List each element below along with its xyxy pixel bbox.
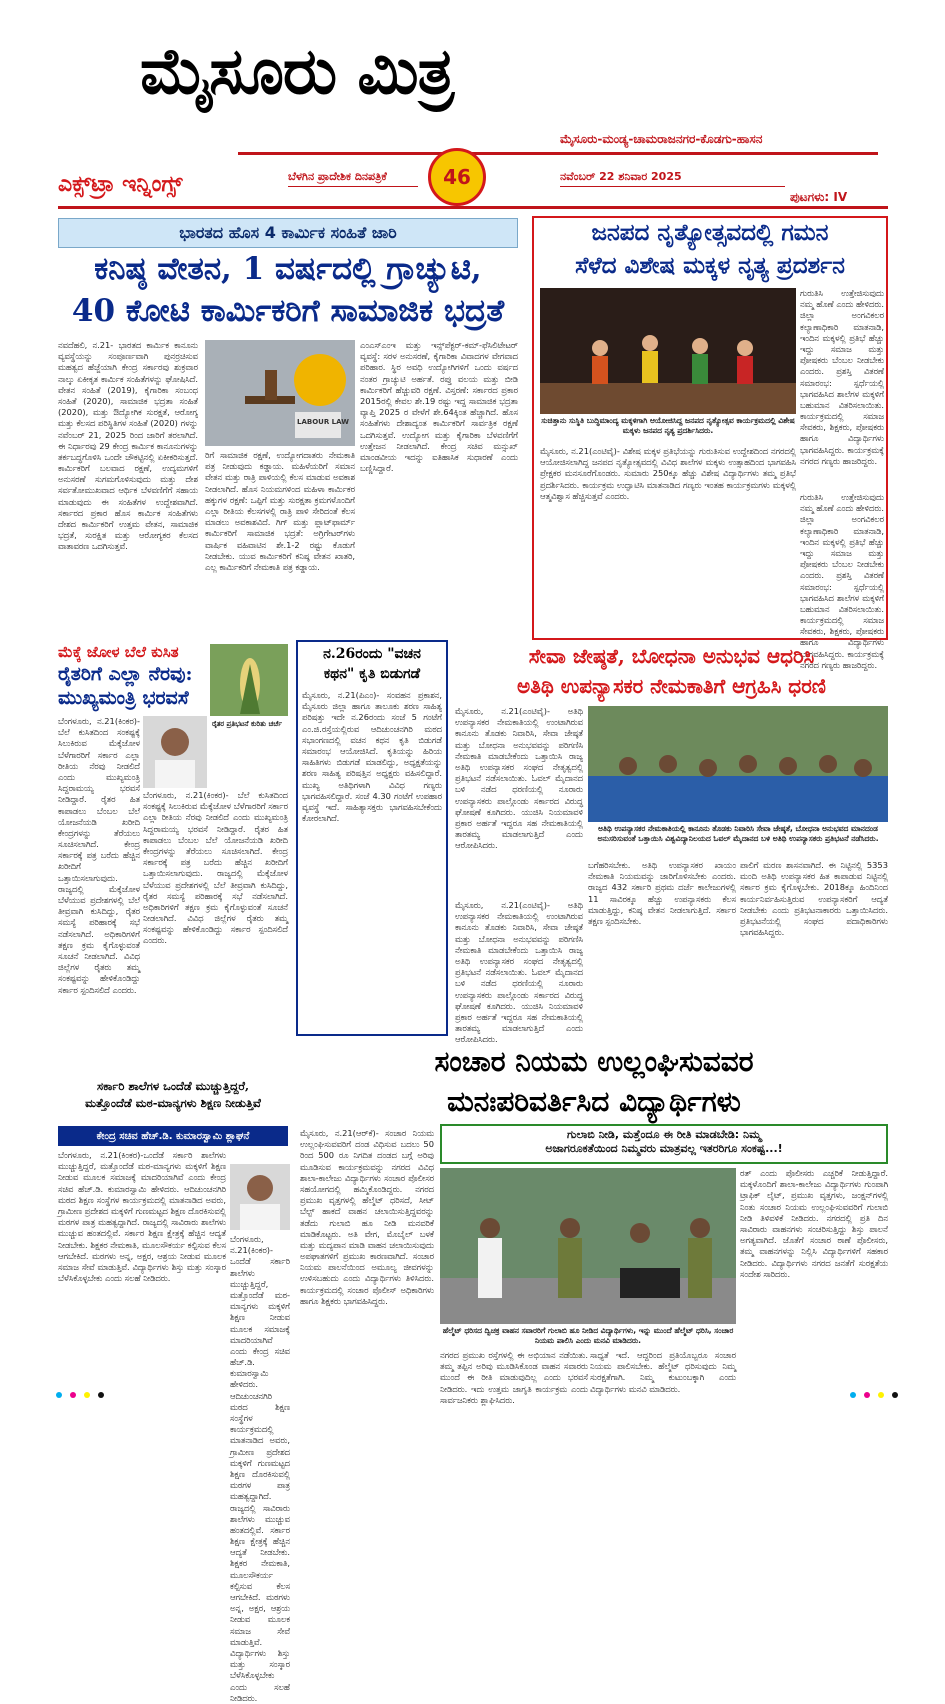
cm-headline-1: ಮೆಕ್ಕೆ ಜೋಳ ಬೆಲೆ ಕುಸಿತ	[58, 643, 179, 661]
protest-crowd-icon	[588, 706, 888, 822]
black-dot	[98, 1392, 104, 1398]
guest-body-3: ಪಾಲಿಗೆ ಮರಣ ಶಾಸನವಾಗಿದೆ. ಈ ನಿಟ್ಟಿನಲ್ಲಿ 5353 ಮಂದಿ ಅತಿಥಿ ಉಪನ್ಯಾಸಕರ ಹಿತ ಕಾಪಾಡುವ ನಿಟ್ಟಿನಲ್ಲಿ ಸರ್ಕಾರ ಕ್ರಮ ಕೈಗೊಳ್ಳಬೇಕು. 2018ಕ್ಕೂ ಹಿಂದಿನಿಂದ ಕಾರ್ಯನಿರ್ವಹಿಸುತ್ತಿರುವ ಉಪನ್ಯಾಸಕರಿಗೆ ಆದ್ಯತೆ ನೀಡಬೇಕು ಎಂದು ಪ್ರತಿಭಟನಾಕಾರರು ಒತ್ತಾಯಿಸಿದರು. ಪ್ರತಿಭಟನೆಯಲ್ಲಿ ಸಂಘದ ಪದಾಧಿಕಾರಿಗಳು ಭಾಗವಹಿಸಿದ್ದರು.	[740, 860, 888, 938]
hdk-portrait	[230, 1164, 290, 1230]
dance-caption: ಸುಚಿತ್ತಾನು ಸುಸ್ಥಿತಿ ಬುದ್ಧಿಮಾಂದ್ಯ ಮಕ್ಕಳಿಗಾಗಿ ಆಯೋಜಿಸಿದ್ದ ಜನಪದ ನೃತ್ಯೋತ್ಸವ ಕಾರ್ಯಕ್ರಮದಲ್ಲಿ ವಿಶೇಷ ಮಕ್ಕಳು ಜನಪದ ನೃತ್ಯ ಪ್ರದರ್ಶಿಸಿದರು.	[541, 416, 795, 435]
anniversary-badge	[428, 148, 486, 206]
stage-dance-icon	[540, 288, 796, 414]
corn-icon	[210, 644, 288, 716]
labour-col-1: ನವದೆಹಲಿ, ನ.21- ಭಾರತದ ಕಾರ್ಮಿಕ ಕಾನೂನು ವ್ಯವಸ್ಥೆಯನ್ನು ಸಂಪೂರ್ಣವಾಗಿ ಪುನರ್ರಚಿಸುವ ಮಹತ್ವದ ಹೆಜ್ಜೆಯಾಗಿ ಕೇಂದ್ರ ಸರ್ಕಾರವು ಶುಕ್ರವಾರ ನಾಲ್ಕು ಏಕೀಕೃತ ಕಾರ್ಮಿಕ ಸಂಹಿತೆಗಳನ್ನು ಘೋಷಿಸಿದೆ. ವೇತನ ಸಂಹಿತೆ (2019), ಕೈಗಾರಿಕಾ ಸಂಬಂಧ ಸಂಹಿತೆ (2020), ಸಾಮಾಜಿಕ ಭದ್ರತಾ ಸಂಹಿತೆ (2020), ಮತ್ತು ಔದ್ಯೋಗಿಕ ಸುರಕ್ಷತೆ, ಆರೋಗ್ಯ ಮತ್ತು ಕೆಲಸದ ಪರಿಸ್ಥಿತಿಗಳ ಸಂಹಿತೆ (2020) ಗಳನ್ನು ನವೆಂಬರ್ 21, 2025 ರಿಂದ ಜಾರಿಗೆ ತರಲಾಗಿದೆ. ಈ ನಿರ್ಧಾರವು 29 ಕೇಂದ್ರ ಕಾರ್ಮಿಕ ಕಾನೂನುಗಳನ್ನು ತರ್ಕಬದ್ಧಗೊಳಿಸಿ ಒಂದೇ ಚೌಕಟ್ಟಿನಲ್ಲಿ ಏಕೀಕರಿಸುತ್ತದೆ. ಕಾರ್ಮಿಕರಿಗೆ ಬಲವಾದ ರಕ್ಷಣೆ, ಉದ್ಯಮಗಳಿಗೆ ಅನುಸರಣೆ ಸುಗಮಗೊಳಿಸುವುದು ಮತ್ತು ದೇಶ ಸರ್ವತೋಮುಖವಾದ ಆರ್ಥಿಕ ಬೆಳವಣಿಗೆಗೆ ಸಹಾಯ ಮಾಡುವುದು ಈ ಸಂಹಿತೆಗಳ ಉದ್ದೇಶವಾಗಿದೆ. ಸರ್ಕಾರದ ಪ್ರಕಾರ ಹೊಸ ಕಾರ್ಮಿಕ ಸಂಹಿತೆಗಳು ದೇಶದ ಕಾರ್ಮಿಕರಿಗೆ ಉತ್ತಮ ವೇತನ, ಸಾಮಾಜಿಕ ಭದ್ರತೆ, ಸುರಕ್ಷಿತ ಮತ್ತು ಆರೋಗ್ಯಕರ ಕೆಲಸದ ವಾತಾವರಣ ಒದಗಿಸುತ್ತವೆ.	[58, 340, 198, 552]
region-line: ಮೈಸೂರು-ಮಂಡ್ಯ-ಚಾಮರಾಜನಗರ-ಕೊಡಗು-ಹಾಸನ	[560, 132, 763, 146]
dance-photo	[540, 288, 796, 414]
cm-headline-2: ರೈತರಿಗೆ ಎಲ್ಲಾ ನೆರವು:	[58, 663, 193, 685]
labour-photo	[205, 340, 355, 446]
guest-headline-2: ಅತಿಥಿ ಉಪನ್ಯಾಸಕರ ನೇಮಕಾತಿಗೆ ಆಗ್ರಹಿಸಿ ಧರಣಿ	[517, 674, 826, 698]
scooter-rose-icon	[440, 1168, 736, 1324]
labour-col-2: ರಿಗೆ ಸಾಮಾಜಿಕ ರಕ್ಷಣೆ, ಉದ್ಯೋಗದಾತರು ನೇಮಕಾತಿ ಪತ್ರ ನೀಡುವುದು ಕಡ್ಡಾಯ. ಮಹಿಳೆಯರಿಗೆ ಸಮಾನ ವೇತನ ಮತ್ತು ರಾತ್ರಿ ಪಾಳಿಯಲ್ಲಿ ಕೆಲಸ ಮಾಡುವ ಅವಕಾಶ ನೀಡಲಾಗಿದೆ. ಹೊಸ ನಿಯಮಗಳಿಂದ ಮಹಿಳಾ ಕಾರ್ಮಿಕರ ಹಕ್ಕುಗಳ ರಕ್ಷಣೆ: ಒಪ್ಪಿಗೆ ಮತ್ತು ಸುರಕ್ಷತಾ ಕ್ರಮಗಳೊಂದಿಗೆ ಎಲ್ಲಾ ರೀತಿಯ ಕೆಲಸಗಳಲ್ಲಿ ರಾತ್ರಿ ಪಾಳಿ ಸೇರಿದಂತೆ ಕೆಲಸ ಮಾಡಲು ಅವಕಾಶವಿದೆ. ಗಿಗ್ ಮತ್ತು ಪ್ಲಾಟ್‌ಫಾರ್ಮ್ ಕಾರ್ಮಿಕರಿಗೆ ಸಾಮಾಜಿಕ ಭದ್ರತೆ: ಅಗ್ರಿಗೇಟರ್‌ಗಳು ವಾರ್ಷಿಕ ವಹಿವಾಟಿನ ಶೇ.1-2 ರಷ್ಟು ಕೊಡುಗೆ ನೀಡಬೇಕು. ಯುವ ಕಾರ್ಮಿಕರಿಗೆ ಕನಿಷ್ಠ ವೇತನ ಖಾತರಿ, ಎಲ್ಲ ಕಾರ್ಮಿಕರಿಗೆ ನೇಮಕಾತಿ ಪತ್ರ ಕಡ್ಡಾಯ.	[205, 450, 355, 572]
traffic-subhead-1: ಗುಲಾಬಿ ನೀಡಿ, ಮತ್ತೆಂದೂ ಈ ರೀತಿ ಮಾಡಬೇಡಿ: ನಿಮ್ಮ	[566, 1128, 762, 1141]
edition-underline	[288, 186, 418, 187]
guest-caption: ಅತಿಥಿ ಉಪನ್ಯಾಸಕರ ನೇಮಕಾತಿಯಲ್ಲಿ ಕಾನೂನು ತೊಡಕು ನಿವಾರಿಸಿ ಸೇವಾ ಜೇಷ್ಠತೆ, ಬೋಧನಾ ಅನುಭವದ ಮಾನದಂಡ ಅನುಸರಿಸುವಂತೆ ಒತ್ತಾಯಿಸಿ ವಿಶ್ವವಿದ್ಯಾನಿಲಯದ ಓವಲ್ ಮೈದಾನದ ಬಳಿ ಅತಿಥಿ ಉಪನ್ಯಾಸಕರು ಪ್ರತಿಭಟನೆ ನಡೆಸಿದರು.	[597, 824, 879, 843]
labour-col-3: ಎಂಎಸ್‌ಎಂಇ ಮತ್ತು ಇನ್ಸ್‌ಪೆಕ್ಟರ್-ಕಮ್-ಫೆಸಿಲಿಟೇಟರ್ ವ್ಯವಸ್ಥೆ: ಸರಳ ಅನುಸರಣೆ, ಕೈಗಾರಿಕಾ ವಿವಾದಗಳ ವೇಗವಾದ ಪರಿಹಾರ. ಸ್ಥಿರ ಅವಧಿ ಉದ್ಯೋಗಿಗಳಿಗೆ ಒಂದು ವರ್ಷದ ನಂತರ ಗ್ರಾಚ್ಯುಟಿ ಅರ್ಹತೆ. ರಪ್ತು ವಲಯ ಮತ್ತು ಬೀಡಿ ಕಾರ್ಮಿಕರಿಗೆ ಹೆಚ್ಚುವರಿ ರಕ್ಷಣೆ. ವಿಸ್ತರಣೆ: ಸರ್ಕಾರದ ಪ್ರಕಾರ 2015ರಲ್ಲಿ ಕೇವಲ ಶೇ.19 ರಷ್ಟು ಇದ್ದ ಸಾಮಾಜಿಕ ಭದ್ರತಾ ವ್ಯಾಪ್ತಿ 2025 ರ ವೇಳೆಗೆ ಶೇ.64ಕ್ಕಿಂತ ಹೆಚ್ಚಾಗಿದೆ. ಹೊಸ ಸಂಹಿತೆಗಳು ದೇಶಾದ್ಯಂತ ಕಾರ್ಮಿಕರಿಗೆ ಸಾರ್ವತ್ರಿಕ ರಕ್ಷಣೆ ಒದಗಿಸುತ್ತವೆ. ಉದ್ಯೋಗ ಮತ್ತು ಕೈಗಾರಿಕಾ ಬೆಳವಣಿಗೆಗೆ ಉತ್ತೇಜನ ನೀಡಲಾಗಿದೆ. ಕೇಂದ್ರ ಸಚಿವ ಮನ್ಸುಖ್ ಮಾಂಡವೀಯ ಇದನ್ನು ಐತಿಹಾಸಿಕ ಸುಧಾರಣೆ ಎಂದು ಬಣ್ಣಿಸಿದ್ದಾರೆ.	[360, 340, 518, 474]
date-line: ನವೆಂಬರ್ 22 ಶನಿವಾರ 2025	[560, 170, 682, 183]
date-underline	[560, 186, 785, 187]
masthead-rule	[238, 152, 878, 155]
traffic-photo	[440, 1168, 736, 1324]
guest-body-4: ಮೈಸೂರು, ನ.21(ಎಂಟಿವೈ)- ಅತಿಥಿ ಉಪನ್ಯಾಸಕರ ನೇಮಕಾತಿಯಲ್ಲಿ ಉಂಟಾಗಿರುವ ಕಾನೂನು ತೊಡಕು ನಿವಾರಿಸಿ, ಸೇವಾ ಜೇಷ್ಠತೆ ಮತ್ತು ಬೋಧನಾ ಅನುಭವವನ್ನು ಪರಿಗಣಿಸಿ ನೇಮಕಾತಿ ಮಾಡಬೇಕೆಂದು ಒತ್ತಾಯಿಸಿ ರಾಜ್ಯ ಅತಿಥಿ ಉಪನ್ಯಾಸಕರ ಸಂಘದ ನೇತೃತ್ವದಲ್ಲಿ ಪ್ರತಿಭಟನೆ ನಡೆಸಲಾಯಿತು. ಓವಲ್ ಮೈದಾನದ ಬಳಿ ನಡೆದ ಧರಣಿಯಲ್ಲಿ ನೂರಾರು ಉಪನ್ಯಾಸಕರು ಪಾಲ್ಗೊಂಡು ಸರ್ಕಾರದ ವಿರುದ್ಧ ಘೋಷಣೆ ಕೂಗಿದರು. ಯುಜಿಸಿ ನಿಯಮಾವಳಿ ಪ್ರಕಾರ ಅರ್ಹತೆ ಇದ್ದರೂ ಸಹ ನೇಮಕಾತಿಯಲ್ಲಿ ತಾರತಮ್ಯ ಮಾಡಲಾಗುತ್ತಿದೆ ಎಂದು ಆರೋಪಿಸಿದರು.	[455, 900, 583, 1045]
cm-headline-3: ಮುಖ್ಯಮಂತ್ರಿ ಭರವಸೆ	[58, 687, 189, 709]
traffic-caption: ಹೆಲ್ಮೆಟ್ ಧರಿಸದ ದ್ವಿಚಕ್ರ ವಾಹನ ಸವಾರರಿಗೆ ಗುಲಾಬಿ ಹೂ ನೀಡಿದ ವಿದ್ಯಾರ್ಥಿಗಳು, ಇನ್ನು ಮುಂದೆ ಹೆಲ್ಮೆಟ್ ಧರಿಸಿ, ಸಂಚಾರ ನಿಯಮ ಪಾಲಿಸಿ ಎಂದು ಮನವಿ ಮಾಡಿದರು.	[442, 1326, 734, 1345]
dance-headline-2: ಸೆಳೆದ ವಿಶೇಷ ಮಕ್ಕಳ ನೃತ್ಯ ಪ್ರದರ್ಶನ	[575, 252, 845, 279]
newspaper-title: ಮೈಸೂರು ಮಿತ್ರ	[140, 34, 454, 109]
person-icon	[143, 716, 207, 788]
school-body-2: ಬೆಂಗಳೂರು, ನ.21(ಕಿಂಕರ)-ಒಂದೆಡೆ ಸರ್ಕಾರಿ ಶಾಲೆಗಳು ಮುಚ್ಚುತ್ತಿದ್ದರೆ, ಮತ್ತೊಂದೆಡೆ ಮಠ-ಮಾನ್ಯಗಳು ಮಕ್ಕಳಿಗೆ ಶಿಕ್ಷಣ ನೀಡುವ ಮೂಲಕ ಸಮಾಜಕ್ಕೆ ಮಾದರಿಯಾಗಿವೆ ಎಂದು ಕೇಂದ್ರ ಸಚಿವ ಹೆಚ್.ಡಿ. ಕುಮಾರಸ್ವಾಮಿ ಹೇಳಿದರು. ಆದಿಚುಂಚನಗಿರಿ ಮಠದ ಶಿಕ್ಷಣ ಸಂಸ್ಥೆಗಳ ಕಾರ್ಯಕ್ರಮದಲ್ಲಿ ಮಾತನಾಡಿದ ಅವರು, ಗ್ರಾಮೀಣ ಪ್ರದೇಶದ ಮಕ್ಕಳಿಗೆ ಗುಣಮಟ್ಟದ ಶಿಕ್ಷಣ ದೊರಕಿಸುವಲ್ಲಿ ಮಠಗಳ ಪಾತ್ರ ಮಹತ್ವದ್ದಾಗಿದೆ. ರಾಜ್ಯದಲ್ಲಿ ಸಾವಿರಾರು ಶಾಲೆಗಳು ಮುಚ್ಚುವ ಹಂತದಲ್ಲಿವೆ. ಸರ್ಕಾರ ಶಿಕ್ಷಣ ಕ್ಷೇತ್ರಕ್ಕೆ ಹೆಚ್ಚಿನ ಆದ್ಯತೆ ನೀಡಬೇಕು. ಶಿಕ್ಷಕರ ನೇಮಕಾತಿ, ಮೂಲಸೌಕರ್ಯ ಕಲ್ಪಿಸುವ ಕೆಲಸ ಆಗಬೇಕಿದೆ. ಮಠಗಳು ಅನ್ನ, ಅಕ್ಷರ, ಆಶ್ರಯ ನೀಡುವ ಮೂಲಕ ಸಮಾಜ ಸೇವೆ ಮಾಡುತ್ತಿವೆ. ವಿದ್ಯಾರ್ಥಿಗಳು ಶಿಸ್ತು ಮತ್ತು ಸಂಸ್ಕಾರ ಬೆಳೆಸಿಕೊಳ್ಳಬೇಕು ಎಂದು ಸಲಹೆ ನೀಡಿದರು.	[230, 1234, 290, 1703]
daily-label: ಬೆಳಗಿನ ಪ್ರಾದೇಶಿಕ ದಿನಪತ್ರಿಕೆ	[288, 170, 387, 183]
header-separator	[58, 206, 888, 209]
black-dot	[892, 1392, 898, 1398]
registration-dots-right	[850, 1392, 898, 1398]
registration-dots-left	[56, 1392, 104, 1398]
yellow-dot	[878, 1392, 884, 1398]
school-headline-2: ಮತ್ತೊಂದೆಡೆ ಮಠ-ಮಾನ್ಯಗಳು ಶಿಕ್ಷಣ ನೀಡುತ್ತಿವೆ	[85, 1096, 261, 1110]
edition-label: ಎಕ್ಸ್‌ಟ್ರಾ ಇನ್ನಿಂಗ್ಸ್	[58, 172, 183, 197]
dance-side-text-2: ಗುರುತಿಸಿ ಉತ್ತೇಜಿಸುವುದು ನಮ್ಮ ಹೊಣೆ ಎಂದು ಹೇಳಿದರು. ಜಿಲ್ಲಾ ಅಂಗವಿಕಲರ ಕಲ್ಯಾಣಾಧಿಕಾರಿ ಮಾತನಾಡಿ, ಇಂದಿನ ಮಕ್ಕಳಲ್ಲಿ ಪ್ರತಿಭೆ ಹೆಚ್ಚು ಇದ್ದು ಸಮಾಜ ಮತ್ತು ಪೋಷಕರು ಬೆಂಬಲ ನೀಡಬೇಕು ಎಂದರು. ಪ್ರಶಸ್ತಿ ವಿತರಣೆ ಸಮಾರಂಭ: ಸ್ಪರ್ಧೆಯಲ್ಲಿ ಭಾಗವಹಿಸಿದ ಶಾಲೆಗಳ ಮಕ್ಕಳಿಗೆ ಬಹುಮಾನ ವಿತರಿಸಲಾಯಿತು. ಕಾರ್ಯಕ್ರಮದಲ್ಲಿ ಸಮಾಜ ಸೇವಕರು, ಶಿಕ್ಷಕರು, ಪೋಷಕರು ಹಾಗೂ ವಿದ್ಯಾರ್ಥಿಗಳು ಭಾಗವಹಿಸಿದ್ದರು. ಕಾರ್ಯಕ್ರಮಕ್ಕೆ ನಗರದ ಗಣ್ಯರು ಹಾಜರಿದ್ದರು.	[800, 492, 884, 670]
magenta-dot	[864, 1392, 870, 1398]
yellow-dot	[84, 1392, 90, 1398]
traffic-subhead-2: ಅಜಾಗರೂಕತೆಯಿಂದ ನಿಮ್ಮವರು ಮಾತ್ರವಲ್ಲ ಇತರರಿಗೂ ಸಂಕಷ್ಟ...!	[545, 1142, 783, 1155]
cyan-dot	[850, 1392, 856, 1398]
guest-body-1: ಮೈಸೂರು, ನ.21(ಎಂಟಿವೈ)- ಅತಿಥಿ ಉಪನ್ಯಾಸಕರ ನೇಮಕಾತಿಯಲ್ಲಿ ಉಂಟಾಗಿರುವ ಕಾನೂನು ತೊಡಕು ನಿವಾರಿಸಿ, ಸೇವಾ ಜೇಷ್ಠತೆ ಮತ್ತು ಬೋಧನಾ ಅನುಭವವನ್ನು ಪರಿಗಣಿಸಿ ನೇಮಕಾತಿ ಮಾಡಬೇಕೆಂದು ಒತ್ತಾಯಿಸಿ ರಾಜ್ಯ ಅತಿಥಿ ಉಪನ್ಯಾಸಕರ ಸಂಘದ ನೇತೃತ್ವದಲ್ಲಿ ಪ್ರತಿಭಟನೆ ನಡೆಸಲಾಯಿತು. ಓವಲ್ ಮೈದಾನದ ಬಳಿ ನಡೆದ ಧರಣಿಯಲ್ಲಿ ನೂರಾರು ಉಪನ್ಯಾಸಕರು ಪಾಲ್ಗೊಂಡು ಸರ್ಕಾರದ ವಿರುದ್ಧ ಘೋಷಣೆ ಕೂಗಿದರು. ಯುಜಿಸಿ ನಿಯಮಾವಳಿ ಪ್ರಕಾರ ಅರ್ಹತೆ ಇದ್ದರೂ ಸಹ ನೇಮಕಾತಿಯಲ್ಲಿ ತಾರತಮ್ಯ ಮಾಡಲಾಗುತ್ತಿದೆ ಎಂದು ಆರೋಪಿಸಿದರು.	[455, 706, 583, 851]
labour-headline-2: 40 ಕೋಟಿ ಕಾರ್ಮಿಕರಿಗೆ ಸಾಮಾಜಿಕ ಭದ್ರತೆ	[71, 293, 505, 329]
guest-photo	[588, 706, 888, 822]
vachana-headline-2: ಕಥನ" ಕೃತಿ ಬಿಡುಗಡೆ	[323, 666, 421, 682]
traffic-col-3: ಸಾಧ್ಯತೆ ಇದೆ. ಆದ್ದರಿಂದ ಪ್ರತಿಯೊಬ್ಬರೂ ಸಂಚಾರ ನಿಯಮ ಪಾಲಿಸಬೇಕು. ಹೆಲ್ಮೆಟ್ ಧರಿಸುವುದು ನಿಮ್ಮ ಸುರಕ್ಷತೆಗಾಗಿ. ನಿಮ್ಮ ಕುಟುಂಬಕ್ಕಾಗಿ ಎಂದು ವಿದ್ಯಾರ್ಥಿಗಳು ಮನವಿ ಮಾಡಿದರು.	[590, 1350, 736, 1394]
cm-portrait	[143, 716, 207, 788]
corn-photo	[210, 644, 288, 716]
traffic-headline-2: ಮನಃಪರಿವರ್ತಿಸಿದ ವಿದ್ಯಾರ್ಥಿಗಳು	[447, 1085, 741, 1118]
badge-number: 46	[443, 165, 471, 189]
school-body: ಬೆಂಗಳೂರು, ನ.21(ಕಿಂಕರ)-ಒಂದೆಡೆ ಸರ್ಕಾರಿ ಶಾಲೆಗಳು ಮುಚ್ಚುತ್ತಿದ್ದರೆ, ಮತ್ತೊಂದೆಡೆ ಮಠ-ಮಾನ್ಯಗಳು ಮಕ್ಕಳಿಗೆ ಶಿಕ್ಷಣ ನೀಡುವ ಮೂಲಕ ಸಮಾಜಕ್ಕೆ ಮಾದರಿಯಾಗಿವೆ ಎಂದು ಕೇಂದ್ರ ಸಚಿವ ಹೆಚ್.ಡಿ. ಕುಮಾರಸ್ವಾಮಿ ಹೇಳಿದರು. ಆದಿಚುಂಚನಗಿರಿ ಮಠದ ಶಿಕ್ಷಣ ಸಂಸ್ಥೆಗಳ ಕಾರ್ಯಕ್ರಮದಲ್ಲಿ ಮಾತನಾಡಿದ ಅವರು, ಗ್ರಾಮೀಣ ಪ್ರದೇಶದ ಮಕ್ಕಳಿಗೆ ಗುಣಮಟ್ಟದ ಶಿಕ್ಷಣ ದೊರಕಿಸುವಲ್ಲಿ ಮಠಗಳ ಪಾತ್ರ ಮಹತ್ವದ್ದಾಗಿದೆ. ರಾಜ್ಯದಲ್ಲಿ ಸಾವಿರಾರು ಶಾಲೆಗಳು ಮುಚ್ಚುವ ಹಂತದಲ್ಲಿವೆ. ಸರ್ಕಾರ ಶಿಕ್ಷಣ ಕ್ಷೇತ್ರಕ್ಕೆ ಹೆಚ್ಚಿನ ಆದ್ಯತೆ ನೀಡಬೇಕು. ಶಿಕ್ಷಕರ ನೇಮಕಾತಿ, ಮೂಲಸೌಕರ್ಯ ಕಲ್ಪಿಸುವ ಕೆಲಸ ಆಗಬೇಕಿದೆ. ಮಠಗಳು ಅನ್ನ, ಅಕ್ಷರ, ಆಶ್ರಯ ನೀಡುವ ಮೂಲಕ ಸಮಾಜ ಸೇವೆ ಮಾಡುತ್ತಿವೆ. ವಿದ್ಯಾರ್ಥಿಗಳು ಶಿಸ್ತು ಮತ್ತು ಸಂಸ್ಕಾರ ಬೆಳೆಸಿಕೊಳ್ಳಬೇಕು ಎಂದು ಸಲಹೆ ನೀಡಿದರು.	[58, 1150, 226, 1284]
dance-headline-1: ಜನಪದ ನೃತ್ಯೋತ್ಸವದಲ್ಲಿ ಗಮನ	[591, 219, 829, 246]
labour-headline-1: ಕನಿಷ್ಠ ವೇತನ, 1 ವರ್ಷದಲ್ಲಿ ಗ್ರಾಚ್ಯುಟಿ,	[94, 251, 482, 287]
cyan-dot	[56, 1392, 62, 1398]
school-subhead: ಕೇಂದ್ರ ಸಚಿವ ಹೆಚ್.ಡಿ. ಕುಮಾರಸ್ವಾಮಿ ಶ್ಲಾಘನೆ	[58, 1126, 288, 1146]
labour-kicker: ಭಾರತದ ಹೊಸ 4 ಕಾರ್ಮಿಕ ಸಂಹಿತೆ ಜಾರಿ	[58, 218, 518, 248]
gavel-hardhat-icon	[205, 340, 355, 446]
traffic-col-2: ನಗರದ ಪ್ರಮುಖ ರಸ್ತೆಗಳಲ್ಲಿ ಈ ಅಭಿಯಾನ ನಡೆಯಿತು. ತಮ್ಮ ತಪ್ಪಿನ ಅರಿವು ಮೂಡಿಸಿಕೊಂಡ ವಾಹನ ಸವಾರರು ಮುಂದೆ ಈ ರೀತಿ ಮಾಡುವುದಿಲ್ಲ ಎಂದು ಭರವಸೆ ನೀಡಿದರು. ಇದು ಉತ್ತಮ ಜಾಗೃತಿ ಕಾರ್ಯಕ್ರಮ ಎಂದು ಸಾರ್ವಜನಿಕರು ಶ್ಲಾಘಿಸಿದರು.	[440, 1350, 588, 1405]
guest-headline-1: ಸೇವಾ ಜೇಷ್ಠತೆ, ಬೋಧನಾ ಅನುಭವ ಆಧರಿಸಿ	[528, 644, 815, 668]
masthead	[0, 0, 945, 150]
guest-body-2: ಬಗೆಹರಿಸಬೇಕು. ಅತಿಥಿ ಉಪನ್ಯಾಸಕರ ಖಾಯಂ ನೇಮಕಾತಿ ನಿಯಮವನ್ನು ಜಾರಿಗೊಳಿಸಬೇಕು ಎಂದರು. ರಾಜ್ಯದ 432 ಸರ್ಕಾರಿ ಪ್ರಥಮ ದರ್ಜೆ ಕಾಲೇಜುಗಳಲ್ಲಿ 11 ಸಾವಿರಕ್ಕೂ ಹೆಚ್ಚು ಉಪನ್ಯಾಸಕರು ಕೆಲಸ ಮಾಡುತ್ತಿದ್ದು, ಕನಿಷ್ಠ ವೇತನ ನೀಡಲಾಗುತ್ತಿದೆ. ಸರ್ಕಾರ ತಕ್ಷಣ ಸ್ಪಂದಿಸಬೇಕು.	[588, 860, 736, 926]
cm-photo-caption: ರೈತರ ಪ್ರತಿಭಟನೆ ಕುರಿತು ಚರ್ಚೆ	[212, 720, 282, 728]
cm-body-left: ಬೆಂಗಳೂರು, ನ.21(ಕಿಂಕರ)- ಬೆಲೆ ಕುಸಿತದಿಂದ ಸಂಕಷ್ಟಕ್ಕೆ ಸಿಲುಕಿರುವ ಮೆಕ್ಕೆಜೋಳ ಬೆಳೆಗಾರರಿಗೆ ಸರ್ಕಾರ ಎಲ್ಲಾ ರೀತಿಯ ನೆರವು ನೀಡಲಿದೆ ಎಂದು ಮುಖ್ಯಮಂತ್ರಿ ಸಿದ್ದರಾಮಯ್ಯ ಭರವಸೆ ನೀಡಿದ್ದಾರೆ. ರೈತರ ಹಿತ ಕಾಪಾಡಲು ಬೆಂಬಲ ಬೆಲೆ ಯೋಜನೆಯಡಿ ಖರೀದಿ ಕೇಂದ್ರಗಳನ್ನು ತೆರೆಯಲು ಸೂಚಿಸಲಾಗಿದೆ. ಕೇಂದ್ರ ಸರ್ಕಾರಕ್ಕೆ ಪತ್ರ ಬರೆದು ಹೆಚ್ಚಿನ ಖರೀದಿಗೆ ಒತ್ತಾಯಿಸಲಾಗುವುದು. ರಾಜ್ಯದಲ್ಲಿ ಮೆಕ್ಕೆಜೋಳ ಬೆಳೆಯುವ ಪ್ರದೇಶಗಳಲ್ಲಿ ಬೆಲೆ ತೀವ್ರವಾಗಿ ಕುಸಿದಿದ್ದು, ರೈತರ ಸಮಸ್ಯೆ ಪರಿಹಾರಕ್ಕೆ ಸಭೆ ನಡೆಸಲಾಗಿದೆ. ಅಧಿಕಾರಿಗಳಿಗೆ ತಕ್ಷಣ ಕ್ರಮ ಕೈಗೊಳ್ಳುವಂತೆ ಸೂಚನೆ ನೀಡಲಾಗಿದೆ. ವಿವಿಧ ಜಿಲ್ಲೆಗಳ ರೈತರು ತಮ್ಮ ಸಂಕಷ್ಟವನ್ನು ಹೇಳಿಕೊಂಡಿದ್ದು ಸರ್ಕಾರ ಸ್ಪಂದಿಸಲಿದೆ ಎಂದರು.	[58, 716, 140, 995]
labour-photo-text: LABOUR LAW	[297, 418, 349, 426]
traffic-subhead-box	[440, 1124, 888, 1164]
traffic-col-4: ರತ್ ಎಂದು ಪೊಲೀಸರು ಎಚ್ಚರಿಕೆ ನೀಡುತ್ತಿದ್ದಾರೆ. ಮಕ್ಕಳೊಂದಿಗೆ ಶಾಲಾ-ಕಾಲೇಜು ವಿದ್ಯಾರ್ಥಿಗಳು ಗುಂಪಾಗಿ ಟ್ರಾಫಿಕ್ ಲೈಟ್, ಪ್ರಮುಖ ವೃತ್ತಗಳು, ಜಂಕ್ಷನ್‌ಗಳಲ್ಲಿ ನಿಂತು ಸಂಚಾರ ನಿಯಮ ಉಲ್ಲಂಘಿಸುವವರಿಗೆ ಗುಲಾಬಿ ನೀಡಿ ತಿಳಿವಳಿಕೆ ನೀಡಿದರು. ನಗರದಲ್ಲಿ ಪ್ರತಿ ದಿನ ಸಾವಿರಾರು ವಾಹನಗಳು ಸಂಚರಿಸುತ್ತಿದ್ದು ಶಿಸ್ತು ಪಾಲನೆ ಅಗತ್ಯವಾಗಿದೆ. ಜೊತೆಗೆ ಸಂಚಾರ ಠಾಣೆ ಪೊಲೀಸರು, ತಮ್ಮ ವಾಹನಗಳನ್ನು ನಿಲ್ಲಿಸಿ ವಿದ್ಯಾರ್ಥಿಗಳಿಗೆ ಸಹಕಾರ ನೀಡಿದರು. ವಿದ್ಯಾರ್ಥಿಗಳು ನಗರದ ಜನತೆಗೆ ಸುರಕ್ಷತೆಯ ಸಂದೇಶ ಸಾರಿದರು.	[740, 1168, 888, 1279]
dance-body-text: ಮೈಸೂರು, ನ.21(ಎಂಟಿವೈ)- ವಿಶೇಷ ಮಕ್ಕಳ ಪ್ರತಿಭೆಯನ್ನು ಗುರುತಿಸುವ ಉದ್ದೇಶದಿಂದ ನಗರದಲ್ಲಿ ಆಯೋಜಿಸಲಾಗಿದ್ದ ಜನಪದ ನೃತ್ಯೋತ್ಸವದಲ್ಲಿ ವಿವಿಧ ಶಾಲೆಗಳ ಮಕ್ಕಳು ಉತ್ಸಾಹದಿಂದ ಭಾಗವಹಿಸಿ ಪ್ರೇಕ್ಷಕರ ಮನಸೂರೆಗೊಂಡರು. ಸುಮಾರು 250ಕ್ಕೂ ಹೆಚ್ಚು ವಿಶೇಷ ವಿದ್ಯಾರ್ಥಿಗಳು ತಮ್ಮ ಪ್ರತಿಭೆ ಪ್ರದರ್ಶಿಸಿದರು. ಕಾರ್ಯಕ್ರಮ ಉದ್ಘಾಟಿಸಿ ಮಾತನಾಡಿದ ಗಣ್ಯರು ಇಂತಹ ಕಾರ್ಯಕ್ರಮಗಳು ಮಕ್ಕಳಲ್ಲಿ ಆತ್ಮವಿಶ್ವಾಸ ಹೆಚ್ಚಿಸುತ್ತವೆ ಎಂದರು.	[540, 446, 796, 501]
dance-side-text: ಗುರುತಿಸಿ ಉತ್ತೇಜಿಸುವುದು ನಮ್ಮ ಹೊಣೆ ಎಂದು ಹೇಳಿದರು. ಜಿಲ್ಲಾ ಅಂಗವಿಕಲರ ಕಲ್ಯಾಣಾಧಿಕಾರಿ ಮಾತನಾಡಿ, ಇಂದಿನ ಮಕ್ಕಳಲ್ಲಿ ಪ್ರತಿಭೆ ಹೆಚ್ಚು ಇದ್ದು ಸಮಾಜ ಮತ್ತು ಪೋಷಕರು ಬೆಂಬಲ ನೀಡಬೇಕು ಎಂದರು. ಪ್ರಶಸ್ತಿ ವಿತರಣೆ ಸಮಾರಂಭ: ಸ್ಪರ್ಧೆಯಲ್ಲಿ ಭಾಗವಹಿಸಿದ ಶಾಲೆಗಳ ಮಕ್ಕಳಿಗೆ ಬಹುಮಾನ ವಿತರಿಸಲಾಯಿತು. ಕಾರ್ಯಕ್ರಮದಲ್ಲಿ ಸಮಾಜ ಸೇವಕರು, ಶಿಕ್ಷಕರು, ಪೋಷಕರು ಹಾಗೂ ವಿದ್ಯಾರ್ಥಿಗಳು ಭಾಗವಹಿಸಿದ್ದರು. ಕಾರ್ಯಕ್ರಮಕ್ಕೆ ನಗರದ ಗಣ್ಯರು ಹಾಜರಿದ್ದರು.	[800, 288, 884, 466]
person-icon	[230, 1164, 290, 1230]
traffic-headline-1: ಸಂಚಾರ ನಿಯಮ ಉಲ್ಲಂಘಿಸುವವರ	[434, 1045, 754, 1078]
school-headline-1: ಸರ್ಕಾರಿ ಶಾಲೆಗಳ ಒಂದೆಡೆ ಮುಚ್ಚುತ್ತಿದ್ದರೆ,	[97, 1079, 249, 1093]
magenta-dot	[70, 1392, 76, 1398]
vachana-headline-1: ನ.26ರಂದು "ವಚನ	[323, 646, 421, 662]
pages-label: ಪುಟಗಳು: IV	[790, 190, 848, 204]
cm-body-right: ಬೆಂಗಳೂರು, ನ.21(ಕಿಂಕರ)- ಬೆಲೆ ಕುಸಿತದಿಂದ ಸಂಕಷ್ಟಕ್ಕೆ ಸಿಲುಕಿರುವ ಮೆಕ್ಕೆಜೋಳ ಬೆಳೆಗಾರರಿಗೆ ಸರ್ಕಾರ ಎಲ್ಲಾ ರೀತಿಯ ನೆರವು ನೀಡಲಿದೆ ಎಂದು ಮುಖ್ಯಮಂತ್ರಿ ಸಿದ್ದರಾಮಯ್ಯ ಭರವಸೆ ನೀಡಿದ್ದಾರೆ. ರೈತರ ಹಿತ ಕಾಪಾಡಲು ಬೆಂಬಲ ಬೆಲೆ ಯೋಜನೆಯಡಿ ಖರೀದಿ ಕೇಂದ್ರಗಳನ್ನು ತೆರೆಯಲು ಸೂಚಿಸಲಾಗಿದೆ. ಕೇಂದ್ರ ಸರ್ಕಾರಕ್ಕೆ ಪತ್ರ ಬರೆದು ಹೆಚ್ಚಿನ ಖರೀದಿಗೆ ಒತ್ತಾಯಿಸಲಾಗುವುದು. ರಾಜ್ಯದಲ್ಲಿ ಮೆಕ್ಕೆಜೋಳ ಬೆಳೆಯುವ ಪ್ರದೇಶಗಳಲ್ಲಿ ಬೆಲೆ ತೀವ್ರವಾಗಿ ಕುಸಿದಿದ್ದು, ರೈತರ ಸಮಸ್ಯೆ ಪರಿಹಾರಕ್ಕೆ ಸಭೆ ನಡೆಸಲಾಗಿದೆ. ಅಧಿಕಾರಿಗಳಿಗೆ ತಕ್ಷಣ ಕ್ರಮ ಕೈಗೊಳ್ಳುವಂತೆ ಸೂಚನೆ ನೀಡಲಾಗಿದೆ. ವಿವಿಧ ಜಿಲ್ಲೆಗಳ ರೈತರು ತಮ್ಮ ಸಂಕಷ್ಟವನ್ನು ಹೇಳಿಕೊಂಡಿದ್ದು ಸರ್ಕಾರ ಸ್ಪಂದಿಸಲಿದೆ ಎಂದರು.	[143, 790, 288, 946]
vachana-body: ಮೈಸೂರು, ನ.21(ಪಿಎಂ)- ಸಂವಹನ ಪ್ರಕಾಶನ, ಮೈಸೂರು ಜಿಲ್ಲಾ ಹಾಗೂ ತಾಲೂಕು ಶರಣ ಸಾಹಿತ್ಯ ಪರಿಷತ್ತು ಇದೇ ನ.26ರಂದು ಸಂಜೆ 5 ಗಂಟೆಗೆ ಎಂ.ಜಿ.ರಸ್ತೆಯಲ್ಲಿರುವ ಆದಿಚುಂಚನಗಿರಿ ಮಠದ ಸಭಾಂಗಣದಲ್ಲಿ ವಚನ ಕಥನ ಕೃತಿ ಬಿಡುಗಡೆ ಸಮಾರಂಭ ಆಯೋಜಿಸಿದೆ. ಕೃತಿಯನ್ನು ಹಿರಿಯ ಸಾಹಿತಿಗಳು ಬಿಡುಗಡೆ ಮಾಡಲಿದ್ದು, ಅಧ್ಯಕ್ಷತೆಯನ್ನು ಶರಣ ಸಾಹಿತ್ಯ ಪರಿಷತ್ತಿನ ಅಧ್ಯಕ್ಷರು ವಹಿಸಲಿದ್ದಾರೆ. ಮುಖ್ಯ ಅತಿಥಿಗಳಾಗಿ ವಿವಿಧ ಗಣ್ಯರು ಭಾಗವಹಿಸಲಿದ್ದಾರೆ. ಸಂಜೆ 4.30 ಗಂಟೆಗೆ ಉಪಹಾರ ವ್ಯವಸ್ಥೆ ಇದೆ. ಸಾಹಿತ್ಯಾಸಕ್ತರು ಭಾಗವಹಿಸಬೇಕೆಂದು ಕೋರಲಾಗಿದೆ.	[302, 690, 442, 824]
traffic-col-1: ಮೈಸೂರು, ನ.21(ಆರ್‌ಕೆ)- ಸಂಚಾರ ನಿಯಮ ಉಲ್ಲಂಘಿಸುವವರಿಗೆ ದಂಡ ವಿಧಿಸುವ ಬದಲು 50 ರಿಂದ 500 ರೂ ನಿಗದಿತ ದಂಡದ ಬಗ್ಗೆ ಅರಿವು ಮೂಡಿಸುವ ಕಾರ್ಯಕ್ರಮವನ್ನು ನಗರದ ವಿವಿಧ ಶಾಲಾ-ಕಾಲೇಜು ವಿದ್ಯಾರ್ಥಿಗಳು ಸಂಚಾರ ಪೊಲೀಸರ ಸಹಯೋಗದಲ್ಲಿ ಹಮ್ಮಿಕೊಂಡಿದ್ದರು. ನಗರದ ಪ್ರಮುಖ ವೃತ್ತಗಳಲ್ಲಿ ಹೆಲ್ಮೆಟ್ ಧರಿಸದೆ, ಸೀಟ್ ಬೆಲ್ಟ್ ಹಾಕದೆ ವಾಹನ ಚಲಾಯಿಸುತ್ತಿದ್ದವರನ್ನು ತಡೆದು ಗುಲಾಬಿ ಹೂ ನೀಡಿ ಮನವರಿಕೆ ಮಾಡಿಕೊಟ್ಟರು. ಅತಿ ವೇಗ, ಮೊಬೈಲ್ ಬಳಕೆ ಮತ್ತು ಮದ್ಯಪಾನ ಮಾಡಿ ವಾಹನ ಚಲಾಯಿಸುವುದು ಅಪಘಾತಗಳಿಗೆ ಪ್ರಮುಖ ಕಾರಣವಾಗಿದೆ. ಸಂಚಾರ ನಿಯಮ ಪಾಲನೆಯಿಂದ ಅಮೂಲ್ಯ ಜೀವಗಳನ್ನು ಉಳಿಸಬಹುದು ಎಂದು ವಿದ್ಯಾರ್ಥಿಗಳು ತಿಳಿಸಿದರು. ಕಾರ್ಯಕ್ರಮದಲ್ಲಿ ಸಂಚಾರ ಪೊಲೀಸ್ ಅಧಿಕಾರಿಗಳು ಹಾಗೂ ಶಿಕ್ಷಕರು ಭಾಗವಹಿಸಿದ್ದರು.	[300, 1128, 434, 1306]
